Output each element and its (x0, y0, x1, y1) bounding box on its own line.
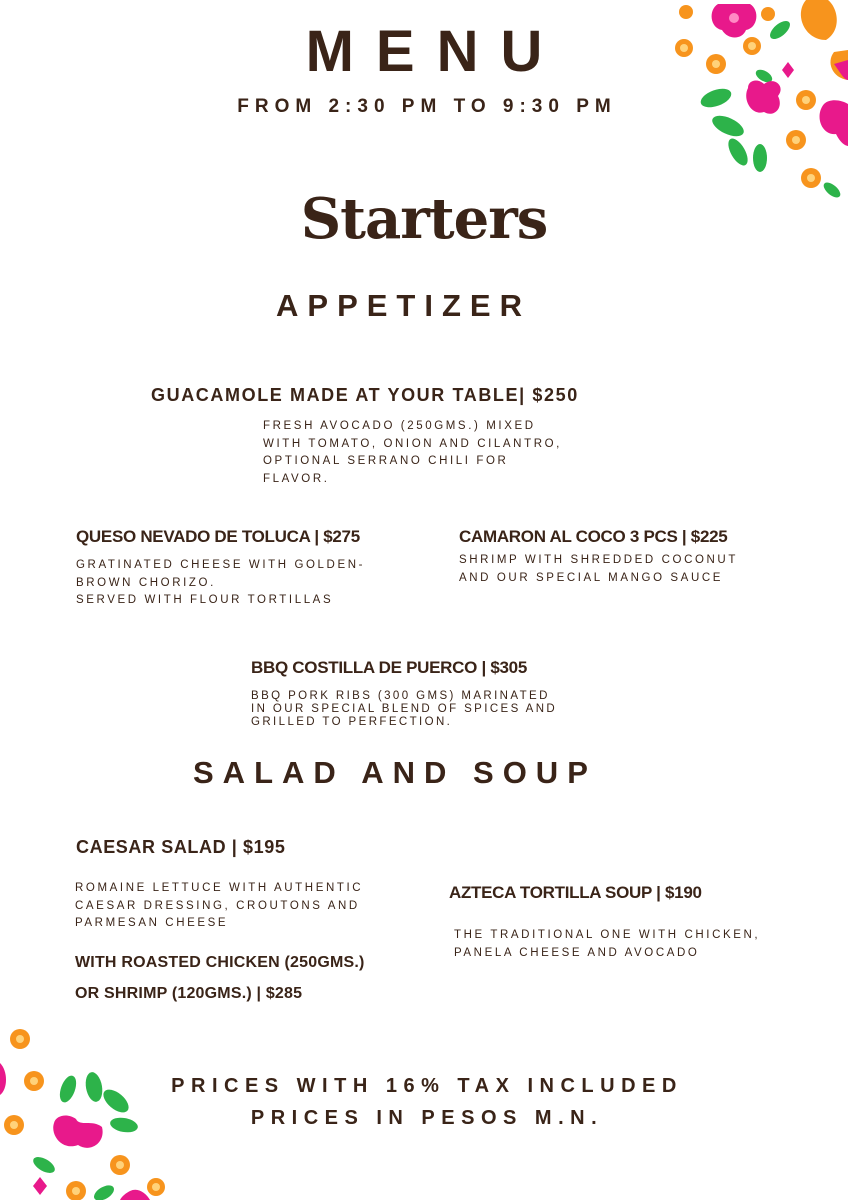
menu-title: MENU (305, 19, 565, 84)
bbq-description (251, 690, 557, 729)
desc-line: BROWN CHORIZO. (76, 576, 216, 589)
desc-line: ROMAINE LETTUCE WITH AUTHENTIC (75, 882, 364, 894)
desc-line: SHRIMP WITH SHREDDED COCONUT (459, 554, 738, 566)
starters-title: Starters (300, 186, 548, 252)
desc-line: IN OUR SPECIAL BLEND OF SPICES AND (251, 703, 558, 715)
camaron-description (459, 552, 738, 587)
desc-line: GRATINATED CHEESE WITH GOLDEN- (76, 559, 366, 571)
azteca-title: AZTECA TORTILLA SOUP | $190 (449, 883, 702, 902)
desc-line: FLAVOR. (263, 472, 330, 485)
desc-line: PARMESAN CHEESE (75, 917, 229, 929)
desc-line: THE TRADITIONAL ONE WITH CHICKEN, (454, 929, 761, 941)
camaron-title: CAMARON AL COCO 3 PCS | $225 (459, 527, 728, 546)
floral-pattern-icon (0, 1015, 185, 1200)
salad-soup-heading: SALAD AND SOUP (193, 755, 597, 790)
guacamole-title: GUACAMOLE MADE AT YOUR TABLE| $250 (151, 385, 579, 405)
appetizer-heading: APPETIZER (276, 288, 531, 323)
currency-note: PRICES IN PESOS M.N. (250, 1107, 604, 1129)
caesar-title: CAESAR SALAD | $195 (76, 837, 286, 857)
queso-title: QUESO NEVADO DE TOLUCA | $275 (76, 527, 360, 546)
caesar-extra-shrimp: OR SHRIMP (120GMS.) | $285 (75, 985, 303, 1002)
floral-pattern-icon (656, 0, 848, 205)
desc-line: FRESH AVOCADO (250GMS.) MIXED (263, 420, 536, 432)
flower-orange-icon (4, 1029, 165, 1200)
desc-line: AND OUR SPECIAL MANGO SAUCE (459, 571, 724, 584)
caesar-description (75, 880, 363, 933)
desc-line: SERVED WITH FLOUR TORTILLAS (76, 594, 334, 606)
desc-line: CAESAR DRESSING, CROUTONS AND (75, 899, 360, 912)
tax-note: PRICES WITH 16% TAX INCLUDED (171, 1075, 683, 1097)
desc-line: BBQ PORK RIBS (300 GMS) MARINATED (251, 690, 550, 702)
queso-description (76, 557, 365, 610)
desc-line: OPTIONAL SERRANO CHILI FOR (263, 455, 509, 467)
desc-line: GRILLED TO PERFECTION. (251, 716, 453, 728)
azteca-description (454, 927, 760, 962)
caesar-extra-chicken: WITH ROASTED CHICKEN (250GMS.) (75, 954, 365, 971)
desc-line: PANELA CHEESE AND AVOCADO (454, 946, 700, 959)
bbq-title: BBQ COSTILLA DE PUERCO | $305 (251, 658, 527, 677)
guacamole-description (263, 418, 562, 488)
desc-line: WITH TOMATO, ONION AND CILANTRO, (263, 437, 562, 450)
menu-hours: FROM 2:30 PM TO 9:30 PM (237, 96, 617, 117)
flower-pink-icon (712, 4, 757, 38)
